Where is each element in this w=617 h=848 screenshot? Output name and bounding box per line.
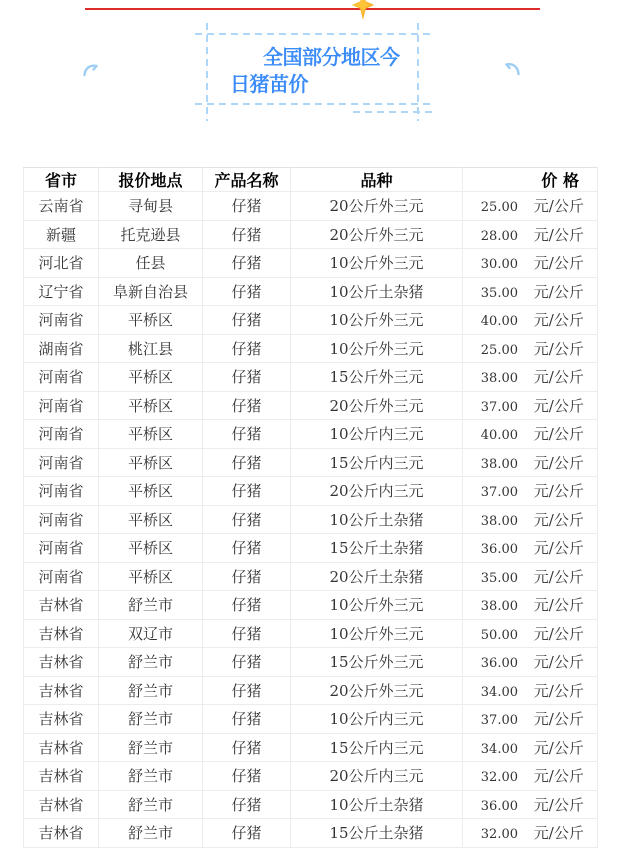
quote-curl-left-icon [82, 61, 100, 81]
cell-location: 阜新自治县 [99, 277, 203, 306]
cell-product: 仔猪 [203, 391, 291, 420]
price-value: 37.00 [480, 713, 518, 729]
table-row [24, 534, 598, 563]
price-unit: 元/公斤 [533, 824, 584, 843]
cell-location: 双辽市 [99, 619, 203, 648]
price-value: 34.00 [480, 741, 518, 757]
cell-variety: 20公斤外三元 [291, 676, 463, 705]
cell-variety: 10公斤外三元 [291, 249, 463, 278]
column-header-price: 价 格 [463, 168, 598, 192]
table-row [24, 505, 598, 534]
cell-price [463, 762, 598, 791]
cell-location: 舒兰市 [99, 790, 203, 819]
cell-location: 舒兰市 [99, 676, 203, 705]
price-unit: 元/公斤 [533, 453, 584, 472]
cell-price [463, 448, 598, 477]
price-value: 28.00 [480, 228, 518, 244]
table-row [24, 363, 598, 392]
cell-price [463, 591, 598, 620]
table-row [24, 420, 598, 449]
price-value: 34.00 [480, 684, 518, 700]
cell-product: 仔猪 [203, 619, 291, 648]
cell-price [463, 733, 598, 762]
cell-variety: 20公斤内三元 [291, 477, 463, 506]
cell-price [463, 334, 598, 363]
cell-product: 仔猪 [203, 762, 291, 791]
cell-product: 仔猪 [203, 420, 291, 449]
cell-province: 吉林省 [24, 648, 99, 677]
price-value: 37.00 [480, 399, 518, 415]
cell-product: 仔猪 [203, 249, 291, 278]
cell-product: 仔猪 [203, 477, 291, 506]
cell-variety: 10公斤外三元 [291, 591, 463, 620]
cell-province: 云南省 [24, 192, 99, 221]
cell-province: 河南省 [24, 477, 99, 506]
cell-variety: 10公斤外三元 [291, 334, 463, 363]
price-value: 35.00 [480, 570, 518, 586]
table-row [24, 220, 598, 249]
price-unit: 元/公斤 [533, 596, 584, 615]
cell-product: 仔猪 [203, 705, 291, 734]
header-row [24, 168, 598, 192]
table-row [24, 277, 598, 306]
price-value: 40.00 [480, 428, 518, 444]
price-value: 50.00 [480, 627, 518, 643]
table-row [24, 306, 598, 335]
cell-province: 河南省 [24, 534, 99, 563]
price-unit: 元/公斤 [533, 767, 584, 786]
cell-location: 舒兰市 [99, 648, 203, 677]
cell-product: 仔猪 [203, 363, 291, 392]
price-table-header [24, 168, 598, 192]
cell-province: 吉林省 [24, 762, 99, 791]
page-title [207, 44, 419, 98]
cell-province: 吉林省 [24, 591, 99, 620]
price-unit: 元/公斤 [533, 567, 584, 586]
cell-product: 仔猪 [203, 448, 291, 477]
cell-price [463, 648, 598, 677]
cell-price [463, 705, 598, 734]
price-unit: 元/公斤 [533, 425, 584, 444]
price-unit: 元/公斤 [533, 681, 584, 700]
table-row [24, 448, 598, 477]
price-unit: 元/公斤 [533, 282, 584, 301]
cell-location: 平桥区 [99, 505, 203, 534]
price-unit: 元/公斤 [533, 368, 584, 387]
cell-province: 辽宁省 [24, 277, 99, 306]
cell-province: 河南省 [24, 448, 99, 477]
cell-price [463, 676, 598, 705]
price-unit: 元/公斤 [533, 510, 584, 529]
price-unit: 元/公斤 [533, 197, 584, 216]
price-table [23, 167, 598, 848]
cell-location: 平桥区 [99, 391, 203, 420]
price-value: 36.00 [480, 542, 518, 558]
cell-price [463, 306, 598, 335]
price-unit: 元/公斤 [533, 396, 584, 415]
cell-price [463, 819, 598, 848]
price-value: 35.00 [480, 285, 518, 301]
cell-variety: 10公斤外三元 [291, 619, 463, 648]
table-row [24, 762, 598, 791]
price-value: 25.00 [480, 342, 518, 358]
price-value: 36.00 [480, 656, 518, 672]
cell-province: 湖南省 [24, 334, 99, 363]
sparkle-star-icon [348, 0, 378, 20]
cell-variety: 20公斤土杂猪 [291, 562, 463, 591]
table-row [24, 249, 598, 278]
quote-curl-right-icon [503, 59, 521, 79]
cell-variety: 10公斤土杂猪 [291, 277, 463, 306]
cell-product: 仔猪 [203, 192, 291, 221]
cell-location: 托克逊县 [99, 220, 203, 249]
cell-variety: 10公斤内三元 [291, 705, 463, 734]
cell-location: 舒兰市 [99, 762, 203, 791]
price-value: 36.00 [480, 798, 518, 814]
cell-variety: 15公斤外三元 [291, 363, 463, 392]
cell-province: 河南省 [24, 391, 99, 420]
cell-price [463, 363, 598, 392]
cell-price [463, 619, 598, 648]
cell-variety: 10公斤土杂猪 [291, 790, 463, 819]
table-row [24, 334, 598, 363]
price-unit: 元/公斤 [533, 482, 584, 501]
cell-location: 舒兰市 [99, 705, 203, 734]
cell-product: 仔猪 [203, 676, 291, 705]
cell-location: 平桥区 [99, 306, 203, 335]
title-frame-bottom-dash [195, 103, 430, 105]
cell-price [463, 477, 598, 506]
cell-price [463, 420, 598, 449]
cell-product: 仔猪 [203, 220, 291, 249]
cell-price [463, 790, 598, 819]
page-title-line-2: 日猪苗价 [230, 72, 308, 96]
cell-variety: 15公斤土杂猪 [291, 534, 463, 563]
table-row [24, 790, 598, 819]
cell-price [463, 277, 598, 306]
cell-price [463, 249, 598, 278]
cell-variety: 20公斤内三元 [291, 762, 463, 791]
cell-product: 仔猪 [203, 790, 291, 819]
page-title-line-1: 全国部分地区今 [263, 45, 400, 69]
cell-location: 舒兰市 [99, 819, 203, 848]
cell-product: 仔猪 [203, 733, 291, 762]
cell-price [463, 192, 598, 221]
cell-province: 河南省 [24, 363, 99, 392]
price-unit: 元/公斤 [533, 254, 584, 273]
cell-location: 平桥区 [99, 363, 203, 392]
cell-location: 平桥区 [99, 420, 203, 449]
table-row [24, 676, 598, 705]
table-row [24, 562, 598, 591]
cell-product: 仔猪 [203, 306, 291, 335]
price-value: 30.00 [480, 257, 518, 273]
column-header-product: 产品名称 [203, 168, 291, 192]
cell-price [463, 391, 598, 420]
cell-province: 河北省 [24, 249, 99, 278]
cell-price [463, 505, 598, 534]
table-row [24, 733, 598, 762]
table-row [24, 391, 598, 420]
cell-location: 寻甸县 [99, 192, 203, 221]
cell-location: 桃江县 [99, 334, 203, 363]
cell-product: 仔猪 [203, 505, 291, 534]
price-table-body [24, 192, 598, 848]
cell-location: 平桥区 [99, 477, 203, 506]
cell-variety: 15公斤外三元 [291, 648, 463, 677]
title-frame-extra-dash [353, 111, 433, 113]
price-unit: 元/公斤 [533, 653, 584, 672]
price-unit: 元/公斤 [533, 738, 584, 757]
table-row [24, 648, 598, 677]
price-unit: 元/公斤 [533, 624, 584, 643]
cell-price [463, 534, 598, 563]
title-frame-top-dash [195, 33, 430, 35]
table-row [24, 477, 598, 506]
table-row [24, 192, 598, 221]
cell-price [463, 220, 598, 249]
cell-province: 吉林省 [24, 619, 99, 648]
cell-location: 舒兰市 [99, 591, 203, 620]
price-value: 32.00 [480, 770, 518, 786]
cell-location: 舒兰市 [99, 733, 203, 762]
cell-product: 仔猪 [203, 562, 291, 591]
cell-variety: 10公斤土杂猪 [291, 505, 463, 534]
cell-location: 平桥区 [99, 562, 203, 591]
cell-province: 河南省 [24, 562, 99, 591]
price-value: 38.00 [480, 513, 518, 529]
cell-variety: 10公斤内三元 [291, 420, 463, 449]
cell-location: 平桥区 [99, 534, 203, 563]
table-row [24, 619, 598, 648]
price-value: 32.00 [480, 827, 518, 843]
cell-variety: 20公斤外三元 [291, 220, 463, 249]
cell-province: 河南省 [24, 505, 99, 534]
cell-province: 吉林省 [24, 819, 99, 848]
cell-province: 河南省 [24, 306, 99, 335]
cell-province: 吉林省 [24, 705, 99, 734]
cell-product: 仔猪 [203, 591, 291, 620]
price-unit: 元/公斤 [533, 539, 584, 558]
price-unit: 元/公斤 [533, 225, 584, 244]
cell-variety: 15公斤内三元 [291, 733, 463, 762]
price-value: 38.00 [480, 371, 518, 387]
cell-province: 河南省 [24, 420, 99, 449]
price-unit: 元/公斤 [533, 795, 584, 814]
top-divider-line [85, 8, 540, 10]
cell-product: 仔猪 [203, 819, 291, 848]
cell-variety: 20公斤外三元 [291, 192, 463, 221]
cell-variety: 10公斤外三元 [291, 306, 463, 335]
price-value: 25.00 [480, 200, 518, 216]
table-row [24, 819, 598, 848]
price-value: 37.00 [480, 485, 518, 501]
cell-product: 仔猪 [203, 334, 291, 363]
table-row [24, 591, 598, 620]
cell-product: 仔猪 [203, 277, 291, 306]
cell-location: 平桥区 [99, 448, 203, 477]
cell-province: 新疆 [24, 220, 99, 249]
price-unit: 元/公斤 [533, 311, 584, 330]
cell-variety: 15公斤内三元 [291, 448, 463, 477]
cell-product: 仔猪 [203, 648, 291, 677]
cell-province: 吉林省 [24, 790, 99, 819]
column-header-location: 报价地点 [99, 168, 203, 192]
column-header-province: 省市 [24, 168, 99, 192]
price-unit: 元/公斤 [533, 710, 584, 729]
price-value: 40.00 [480, 314, 518, 330]
column-header-variety: 品种 [291, 168, 463, 192]
table-row [24, 705, 598, 734]
cell-variety: 20公斤外三元 [291, 391, 463, 420]
cell-location: 任县 [99, 249, 203, 278]
cell-province: 吉林省 [24, 733, 99, 762]
cell-variety: 15公斤土杂猪 [291, 819, 463, 848]
cell-product: 仔猪 [203, 534, 291, 563]
price-unit: 元/公斤 [533, 339, 584, 358]
price-value: 38.00 [480, 456, 518, 472]
cell-price [463, 562, 598, 591]
cell-province: 吉林省 [24, 676, 99, 705]
price-value: 38.00 [480, 599, 518, 615]
